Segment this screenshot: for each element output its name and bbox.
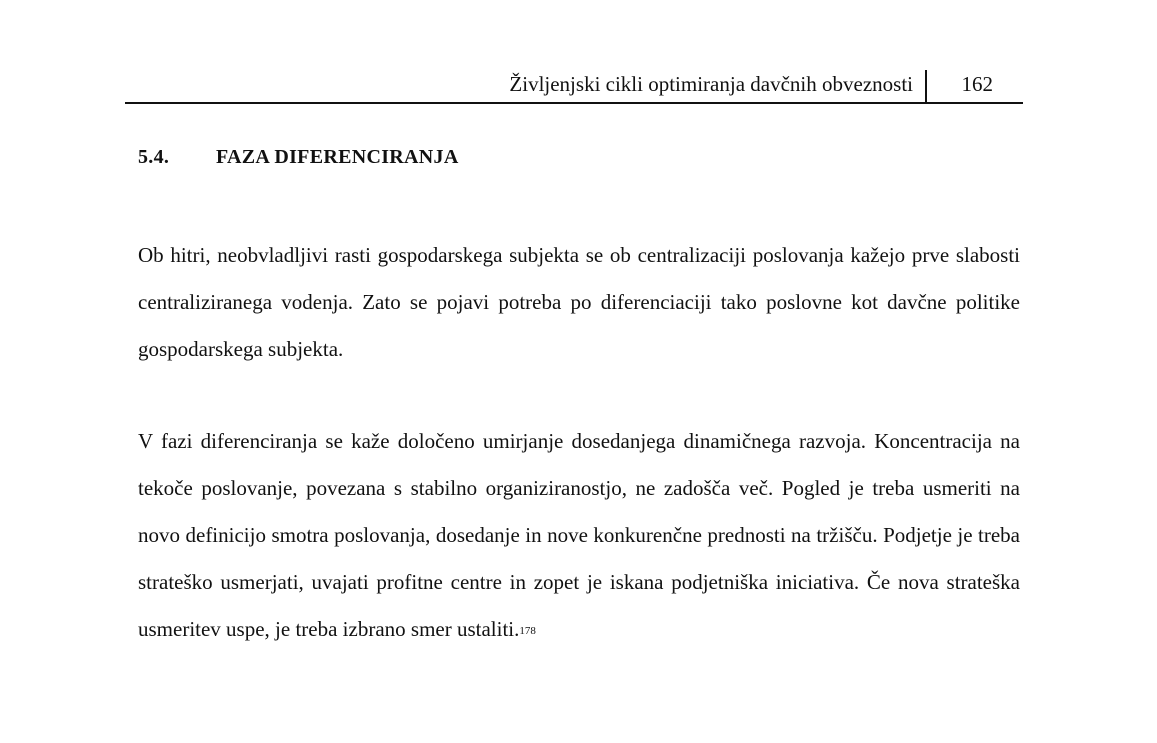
running-header	[125, 66, 1023, 104]
paragraph-2	[138, 418, 1020, 653]
paragraph-2-text: V fazi diferenciranja se kaže določeno umirjanje dosedanjega dinamičnega razvoja. Koncentracija na tekoče poslovanje, povezana s stabilno organiziranostjo, ne zadošča več. Pogled je treba usmeriti na novo definicijo smotra poslovanja, dosedanje in nove konkurenčne prednosti na tržišču. Podjetje je treba strateško usmerjati, uvajati profitne centre in zopet je iskana podjetniška iniciativa. Če nova strateška usmeritev uspe, je treba izbrano smer ustaliti.	[138, 429, 1020, 641]
section-title: FAZA DIFERENCIRANJA	[216, 146, 459, 168]
page-number: 162	[961, 72, 993, 96]
header-divider	[925, 70, 927, 102]
paragraph-1: Ob hitri, neobvladljivi rasti gospodarskega subjekta se ob centralizaciji poslovanja kažejo prve slabosti centraliziranega vodenja. Zato se pojavi potreba po diferenciaciji tako poslovne kot davčne politike gospodarskega subjekta.	[138, 243, 1020, 361]
footnote-reference[interactable]: 178	[519, 625, 536, 637]
header-title: Življenjski cikli optimiranja davčnih obveznosti	[509, 72, 913, 96]
section-heading	[138, 146, 459, 169]
section-number: 5.4.	[138, 146, 170, 168]
